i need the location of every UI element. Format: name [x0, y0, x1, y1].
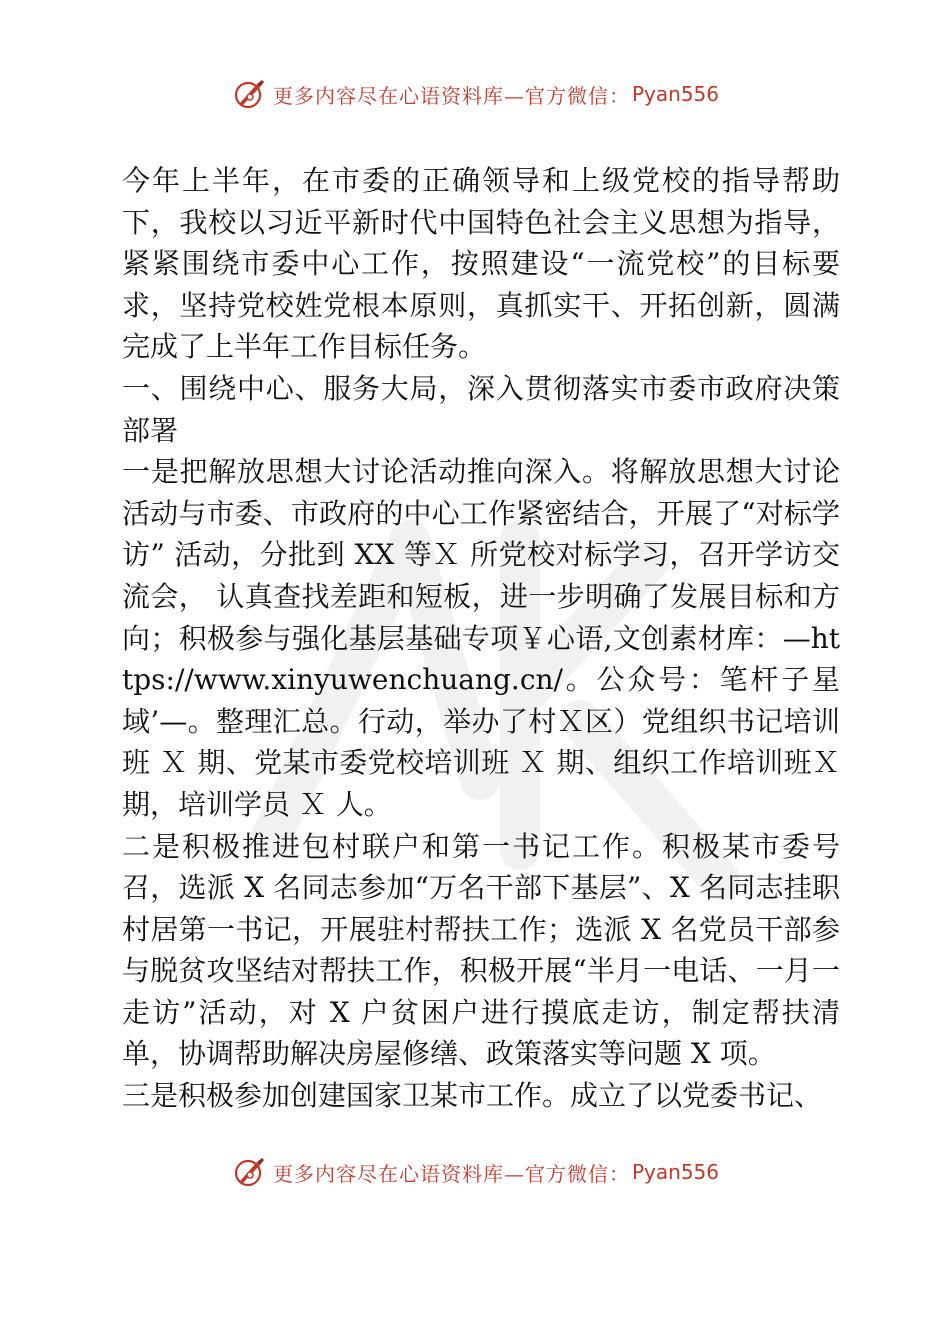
header-wechat-id: Pyan556: [631, 82, 719, 106]
paragraph-item-3: 三是积极参加创建国家卫某市工作。成立了以党委书记、: [122, 1079, 823, 1113]
footer-wechat-id: Pyan556: [631, 1160, 719, 1184]
footer-brand-text: 更多内容尽在心语资料库—官方微信：: [272, 1161, 630, 1186]
header-banner: [0, 72, 950, 116]
header-brand-text: 更多内容尽在心语资料库—官方微信：: [272, 83, 630, 108]
footer-banner: [0, 1150, 950, 1194]
section-heading-1: 一、围绕中心、服务大局，深入贯彻落实市委市政府决策部署: [122, 371, 840, 447]
paragraph-item-1: 一是把解放思想大讨论活动推向深入。将解放思想大讨论活动与市委、市政府的中心工作紧密结合，开展了“对标学访” 活动，分批到 XX 等Ｘ 所党校对标学习，召开学访交流会， 认真查找差距和短板，进一步明确了发展目标和方向；积极参与强化基层基础专项￥心语,文创素材库：—https://www.xinyuwenchuang.cn/。公众号：笔杆子星域’—。整理汇总。行动，举办了村Ｘ区）党组织书记培训班 Ｘ 期、党某市委党校培训班 Ｘ 期、组织工作培训班Ｘ 期，培训学员 Ｘ 人。: [122, 455, 840, 821]
intro-paragraph: 今年上半年，在市委的正确领导和上级党校的指导帮助下，我校以习近平新时代中国特色社会主义思想为指导，紧紧围绕市委中心工作，按照建设“一流党校”的目标要求，坚持党校姓党根本原则，真抓实干、开拓创新，圆满完成了上半年工作目标任务。: [122, 164, 840, 364]
pen-logo-icon: [231, 1154, 267, 1190]
pen-logo-icon: [231, 76, 267, 112]
document-body: [122, 160, 840, 1117]
paragraph-item-2: 二是积极推进包村联户和第一书记工作。积极某市委号召，选派 X 名同志参加“万名干部下基层”、X 名同志挂职村居第一书记，开展驻村帮扶工作；选派 X 名党员干部参与脱贫攻坚结对帮扶工作，积极开展“半月一电话、一月一走访”活动，对 X 户贫困户进行摸底走访，制定帮扶清单，协调帮助解决房屋修缮、政策落实等问题 X 项。: [122, 829, 840, 1071]
